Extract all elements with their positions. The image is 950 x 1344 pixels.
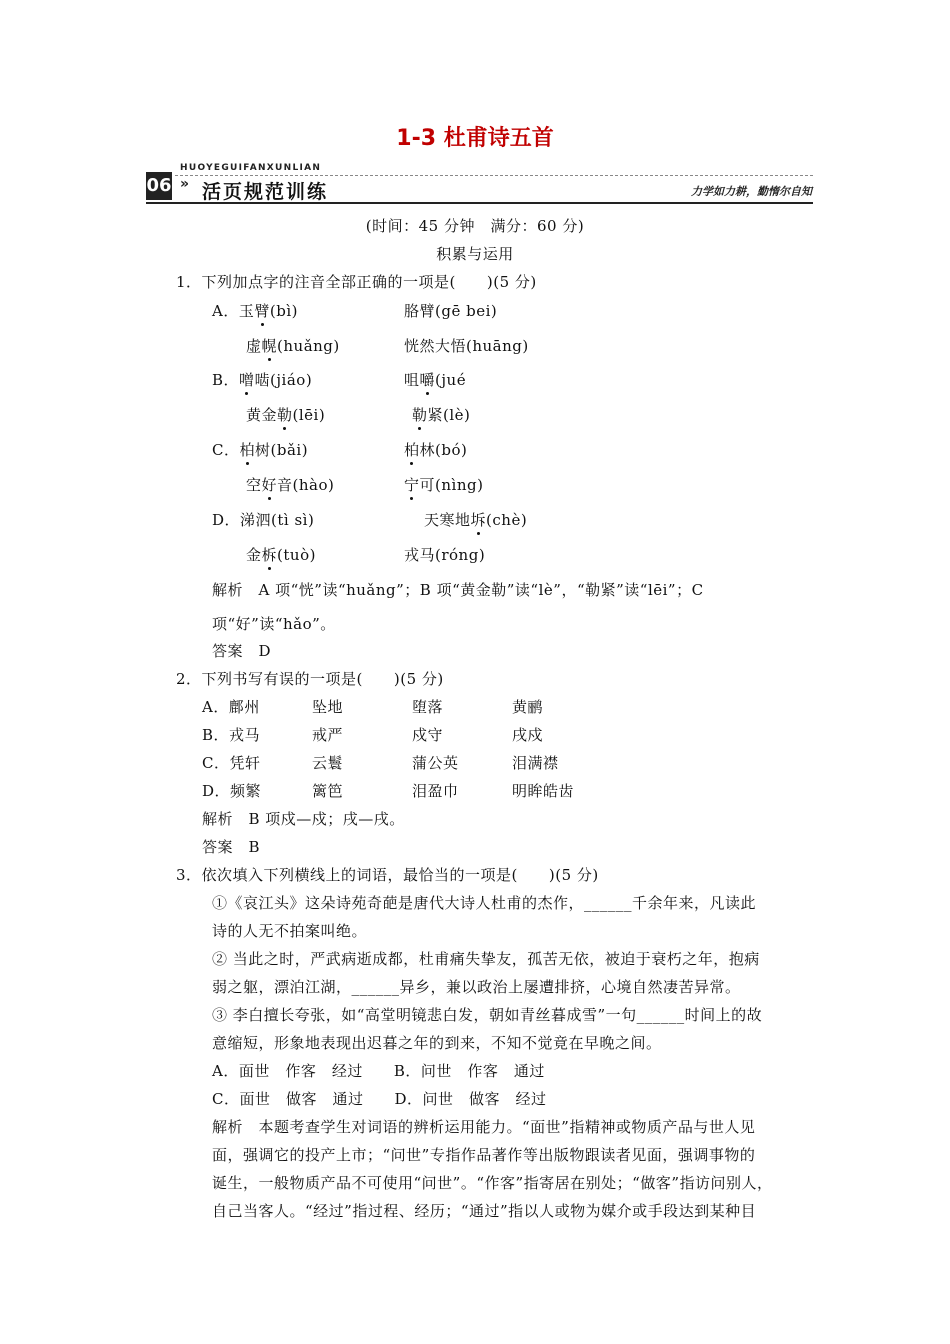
q3-sentence-1-line-2: 诗的人无不拍案叫绝。: [212, 922, 368, 940]
q3-analysis-line-2: 面，强调它的投产上市；“问世”专指作品著作等出版物跟读者见面，强调事物的: [212, 1146, 756, 1164]
table-cell: 泪盈巾: [412, 782, 459, 800]
table-cell: 堕落: [412, 698, 444, 716]
q3-options-cd: C．面世 做客 通过 D．问世 做客 经过: [212, 1090, 547, 1108]
table-cell: A．鄜州: [202, 698, 260, 716]
q1-option-c-3: 空好音(hào): [246, 476, 335, 494]
table-cell: 蒲公英: [412, 754, 459, 772]
q3-stem: 3．依次填入下列横线上的词语，最恰当的一项是( )(5 分): [176, 866, 599, 884]
table-cell: 泪满襟: [512, 754, 559, 772]
table-cell: 黄鹂: [512, 698, 544, 716]
q1-stem: 1．下列加点字的注音全部正确的一项是( )(5 分): [176, 273, 537, 291]
banner-badge: 06: [146, 172, 172, 200]
chevron-right-icon: »: [180, 176, 190, 192]
table-cell: 戍守: [412, 726, 444, 744]
q1-option-a-1: A．玉臂(bì): [212, 302, 298, 320]
q1-option-c-4: 宁可(nìng): [404, 476, 484, 494]
table-cell: C．凭轩: [202, 754, 261, 772]
q1-option-d-1: D．涕泗(tì sì): [212, 511, 315, 529]
q2-stem: 2．下列书写有误的一项是( )(5 分): [176, 670, 444, 688]
q1-option-c-1: C．柏树(bǎi): [212, 441, 309, 459]
q1-option-d-4: 戎马(róng): [404, 546, 486, 564]
q3-analysis-line-4: 自己当客人。“经过”指过程、经历；“通过”指以人或物为媒介或手段达到某种目: [212, 1202, 757, 1220]
table-cell: D．频繁: [202, 782, 262, 800]
q1-option-d-2: 天寒地坼(chè): [424, 511, 528, 529]
q1-option-c-2: 柏林(bó): [404, 441, 468, 459]
banner-motto: 力学如力耕，勤惰尔自知: [691, 185, 812, 198]
q3-sentence-2-line-1: ② 当此之时，严武病逝成都，杜甫痛失挚友，孤苦无依，被迫于衰朽之年，抱病: [212, 950, 760, 968]
q1-option-b-3: 黄金勒(lēi): [246, 406, 326, 424]
table-cell: 云鬟: [312, 754, 344, 772]
q1-option-a-3: 虚幌(huǎng): [246, 337, 340, 355]
banner-pinyin: HUOYEGUIFANXUNLIAN: [180, 163, 322, 173]
banner-title: 活页规范训练: [202, 181, 329, 203]
table-cell: 明眸皓齿: [512, 782, 575, 800]
banner-rule: [146, 202, 813, 204]
table-cell: 戒严: [312, 726, 344, 744]
table-cell: 戌戍: [512, 726, 544, 744]
q1-analysis-line-1: 解析 A 项“恍”读“huǎng”；B 项“黄金勒”读“lè”，“勒紧”读“lēi”；C: [212, 581, 704, 599]
q1-option-b-4: 勒紧(lè): [412, 406, 471, 424]
table-cell: 篱笆: [312, 782, 344, 800]
q3-sentence-2-line-2: 弱之躯，漂泊江湖，______异乡，兼以政治上屡遭排挤，心境自然凄苦异常。: [212, 978, 741, 996]
q1-option-b-1: B．噌啮(jiáo): [212, 371, 313, 389]
banner-dashed-line: [175, 175, 813, 176]
table-cell: 坠地: [312, 698, 344, 716]
table-cell: B．戎马: [202, 726, 261, 744]
q3-options-ab: A．面世 作客 经过 B．问世 作客 通过: [212, 1062, 545, 1080]
q3-sentence-1-line-1: ①《哀江头》这朵诗苑奇葩是唐代大诗人杜甫的杰作，______千余年来，凡读此: [212, 894, 757, 912]
time-score: (时间：45 分钟 满分：60 分): [365, 217, 585, 235]
q1-option-d-3: 金柝(tuò): [246, 546, 316, 564]
q2-answer: 答案 B: [202, 838, 261, 856]
q3-analysis-line-3: 诞生，一般物质产品不可使用“问世”。“作客”指寄居在别处；“做客”指访问别人，: [212, 1174, 773, 1192]
q2-analysis: 解析 B 项戍—戍；戌—戌。: [202, 810, 405, 828]
page-title: 1-3 杜甫诗五首: [396, 126, 554, 151]
q3-analysis-line-1: 解析 本题考查学生对词语的辨析运用能力。“面世”指精神或物质产品与世人见: [212, 1118, 756, 1136]
q3-sentence-3-line-1: ③ 李白擅长夸张，如“高堂明镜悲白发，朝如青丝暮成雪”一句______时间上的故: [212, 1006, 763, 1024]
q1-option-a-2: 胳臂(gē bei): [404, 302, 498, 320]
q1-option-a-4: 恍然大悟(huāng): [404, 337, 529, 355]
section-heading: 积累与运用: [436, 245, 514, 263]
q1-analysis-line-2: 项“好”读“hǎo”。: [212, 615, 336, 633]
q1-option-b-2: 咀嚼(jué: [404, 371, 467, 389]
q1-answer: 答案 D: [212, 642, 272, 660]
q3-sentence-3-line-2: 意缩短，形象地表现出迟暮之年的到来，不知不觉竟在早晚之间。: [212, 1034, 662, 1052]
